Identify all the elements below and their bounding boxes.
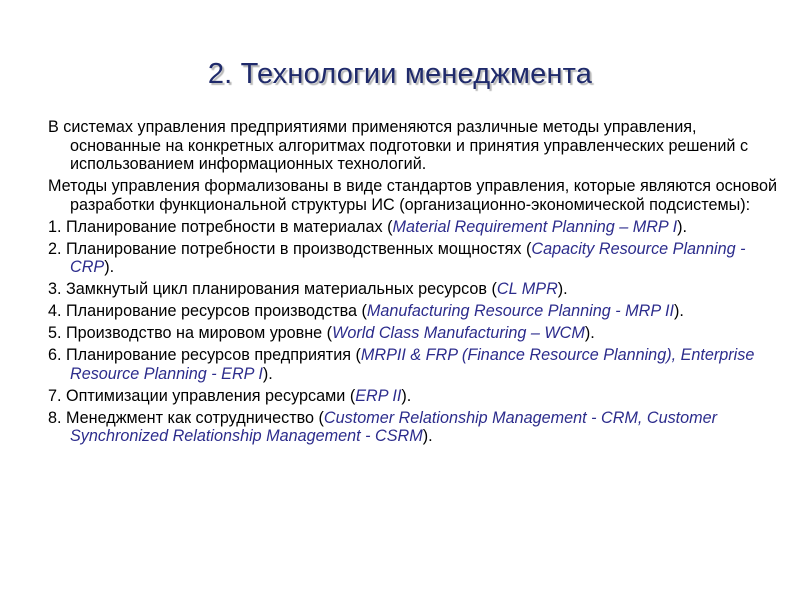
body-paragraph (48, 118, 788, 174)
paragraph-text: Методы управления формализованы в виде стандартов управления, которые являются основой разработки функциональной структуры ИС (организационно-экономической подсистемы): (48, 177, 778, 214)
body-paragraph (48, 324, 788, 343)
english-term: ERP II (355, 386, 402, 405)
body-paragraph (48, 409, 788, 446)
paragraph-text: ). (674, 302, 684, 320)
paragraph-text: 4. Планирование ресурсов производства ( (48, 302, 367, 320)
body-paragraph (48, 346, 788, 383)
slide-body (48, 118, 788, 449)
paragraph-text: 7. Оптимизации управления ресурсами ( (48, 386, 356, 405)
english-term: CL MPR (496, 280, 558, 298)
paragraph-text: ). (422, 427, 433, 445)
paragraph-text: ). (104, 258, 115, 276)
paragraph-text: 3. Замкнутый цикл планирования материальных ресурсов ( (48, 280, 497, 298)
body-paragraph (48, 280, 788, 299)
body-paragraph (48, 387, 788, 406)
paragraph-text: 5. Производство на мировом уровне ( (48, 324, 333, 342)
english-term: Material Requirement Planning – MRP I (392, 217, 678, 236)
slide-title: 2. Технологии менеджмента (207, 58, 593, 90)
english-term: Capacity Resource Planning - CRP (70, 239, 746, 276)
paragraph-text: 6. Планирование ресурсов предприятия ( (48, 346, 361, 364)
english-term: MRPII & FRP (Finance Resource Planning), Enterprise Resource Planning - ERP I (70, 346, 755, 383)
body-paragraph (48, 177, 788, 214)
paragraph-text: 8. Менеджмент как сотрудничество ( (48, 408, 324, 427)
paragraph-text: В системах управления предприятиями применяются различные методы управления, основанные на конкретных алгоритмах подготовки и принятия управленческих решений с использованием информационных технологий. (48, 118, 749, 173)
paragraph-text: ). (262, 364, 273, 383)
paragraph-text: ). (557, 280, 568, 298)
english-term: Manufacturing Resource Planning - MRP II (366, 302, 675, 320)
english-term: Customer Relationship Management - CRM, Customer Synchronized Relationship Management - CSRM (70, 408, 718, 445)
paragraph-text: ). (584, 324, 595, 342)
body-paragraph (48, 240, 788, 277)
english-term: World Class Manufacturing – WCM (332, 324, 585, 342)
body-paragraph (48, 218, 788, 237)
paragraph-text: 1. Планирование потребности в материалах ( (48, 217, 393, 236)
paragraph-text: ). (401, 386, 412, 405)
paragraph-text: ). (677, 217, 687, 236)
body-paragraph (48, 302, 788, 321)
paragraph-text: 2. Планирование потребности в производственных мощностях ( (48, 239, 532, 258)
